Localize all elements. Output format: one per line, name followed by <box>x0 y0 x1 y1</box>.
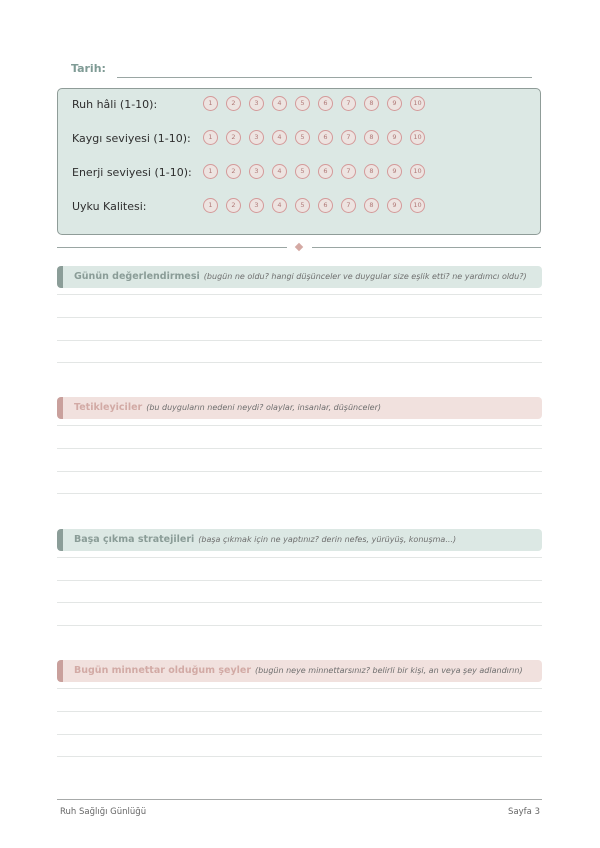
writing-line[interactable] <box>57 493 542 494</box>
section-header-gratitude <box>57 660 542 682</box>
section-hint: (bugün neye minnettarsınız? belirli bir kişi, an veya şey adlandırın) <box>255 666 523 675</box>
section-title-text: Günün değerlendirmesi <box>74 271 200 282</box>
section-title-text: Başa çıkma stratejileri <box>74 534 195 545</box>
rating-circle-9[interactable]: 9 <box>387 130 402 145</box>
writing-line[interactable] <box>57 471 542 472</box>
rating-circle-8[interactable]: 8 <box>364 96 379 111</box>
rating-circle-2[interactable]: 2 <box>226 130 241 145</box>
rating-circle-1[interactable]: 1 <box>203 198 218 213</box>
writing-line[interactable] <box>57 340 542 341</box>
rating-circle-4[interactable]: 4 <box>272 130 287 145</box>
page-number: Sayfa 3 <box>508 807 540 817</box>
rating-row-anxiety <box>72 130 532 150</box>
rating-circle-4[interactable]: 4 <box>272 96 287 111</box>
writing-line[interactable] <box>57 688 542 689</box>
rating-circle-1[interactable]: 1 <box>203 96 218 111</box>
divider-line-left <box>57 247 287 248</box>
footer-title: Ruh Sağlığı Günlüğü <box>60 807 147 817</box>
rating-circle-5[interactable]: 5 <box>295 198 310 213</box>
section-title <box>74 665 523 676</box>
rating-circle-6[interactable]: 6 <box>318 96 333 111</box>
rating-circle-2[interactable]: 2 <box>226 164 241 179</box>
rating-circle-8[interactable]: 8 <box>364 130 379 145</box>
rating-circle-10[interactable]: 10 <box>410 130 425 145</box>
writing-line[interactable] <box>57 625 542 626</box>
rating-circle-9[interactable]: 9 <box>387 164 402 179</box>
section-divider <box>0 247 600 255</box>
writing-line[interactable] <box>57 317 542 318</box>
rating-row-mood <box>72 96 532 116</box>
rating-circle-2[interactable]: 2 <box>226 96 241 111</box>
rating-circle-1[interactable]: 1 <box>203 164 218 179</box>
divider-line-right <box>312 247 541 248</box>
rating-label: Kaygı seviyesi (1-10): <box>72 132 191 145</box>
rating-circle-10[interactable]: 10 <box>410 96 425 111</box>
date-row <box>71 62 532 80</box>
writing-line[interactable] <box>57 602 542 603</box>
writing-line[interactable] <box>57 711 542 712</box>
writing-line[interactable] <box>57 734 542 735</box>
rating-circle-3[interactable]: 3 <box>249 96 264 111</box>
section-title <box>74 534 456 545</box>
section-hint: (bugün ne oldu? hangi düşünceler ve duygular size eşlik etti? ne yardımcı oldu?) <box>203 272 527 281</box>
writing-line[interactable] <box>57 448 542 449</box>
rating-circle-4[interactable]: 4 <box>272 198 287 213</box>
rating-panel <box>57 88 541 235</box>
rating-row-sleep <box>72 198 532 218</box>
rating-label: Ruh hâli (1-10): <box>72 98 158 111</box>
rating-circle-9[interactable]: 9 <box>387 198 402 213</box>
writing-line[interactable] <box>57 294 542 295</box>
rating-circle-7[interactable]: 7 <box>341 198 356 213</box>
rating-circle-7[interactable]: 7 <box>341 130 356 145</box>
rating-circle-10[interactable]: 10 <box>410 164 425 179</box>
section-hint: (başa çıkmak için ne yaptınız? derin nefes, yürüyüş, konuşma...) <box>198 535 457 544</box>
writing-line[interactable] <box>57 580 542 581</box>
section-header-daily-review <box>57 266 542 288</box>
section-title-text: Bugün minnettar olduğum şeyler <box>74 665 252 676</box>
rating-circle-4[interactable]: 4 <box>272 164 287 179</box>
rating-circle-8[interactable]: 8 <box>364 198 379 213</box>
rating-circle-10[interactable]: 10 <box>410 198 425 213</box>
rating-circle-3[interactable]: 3 <box>249 164 264 179</box>
rating-circle-5[interactable]: 5 <box>295 130 310 145</box>
rating-circle-9[interactable]: 9 <box>387 96 402 111</box>
diamond-ornament-icon <box>295 243 303 251</box>
rating-circle-3[interactable]: 3 <box>249 198 264 213</box>
section-title-text: Tetikleyiciler <box>74 402 143 413</box>
rating-circle-7[interactable]: 7 <box>341 164 356 179</box>
rating-circle-5[interactable]: 5 <box>295 96 310 111</box>
writing-line[interactable] <box>57 756 542 757</box>
footer-rule <box>57 799 542 800</box>
rating-circle-7[interactable]: 7 <box>341 96 356 111</box>
section-header-triggers <box>57 397 542 419</box>
rating-circle-5[interactable]: 5 <box>295 164 310 179</box>
rating-circle-1[interactable]: 1 <box>203 130 218 145</box>
writing-line[interactable] <box>57 425 542 426</box>
rating-circle-8[interactable]: 8 <box>364 164 379 179</box>
rating-circle-2[interactable]: 2 <box>226 198 241 213</box>
rating-circle-6[interactable]: 6 <box>318 164 333 179</box>
writing-line[interactable] <box>57 362 542 363</box>
rating-label: Uyku Kalitesi: <box>72 200 147 213</box>
section-title <box>74 271 527 282</box>
writing-line[interactable] <box>57 557 542 558</box>
rating-circle-6[interactable]: 6 <box>318 198 333 213</box>
rating-label: Enerji seviyesi (1-10): <box>72 166 192 179</box>
date-input-line[interactable] <box>117 77 532 78</box>
rating-row-energy <box>72 164 532 184</box>
rating-circle-3[interactable]: 3 <box>249 130 264 145</box>
rating-circle-6[interactable]: 6 <box>318 130 333 145</box>
section-title <box>74 402 381 413</box>
section-hint: (bu duyguların nedeni neydi? olaylar, insanlar, düşünceler) <box>146 403 381 412</box>
section-header-coping <box>57 529 542 551</box>
date-label: Tarih: <box>71 62 106 75</box>
